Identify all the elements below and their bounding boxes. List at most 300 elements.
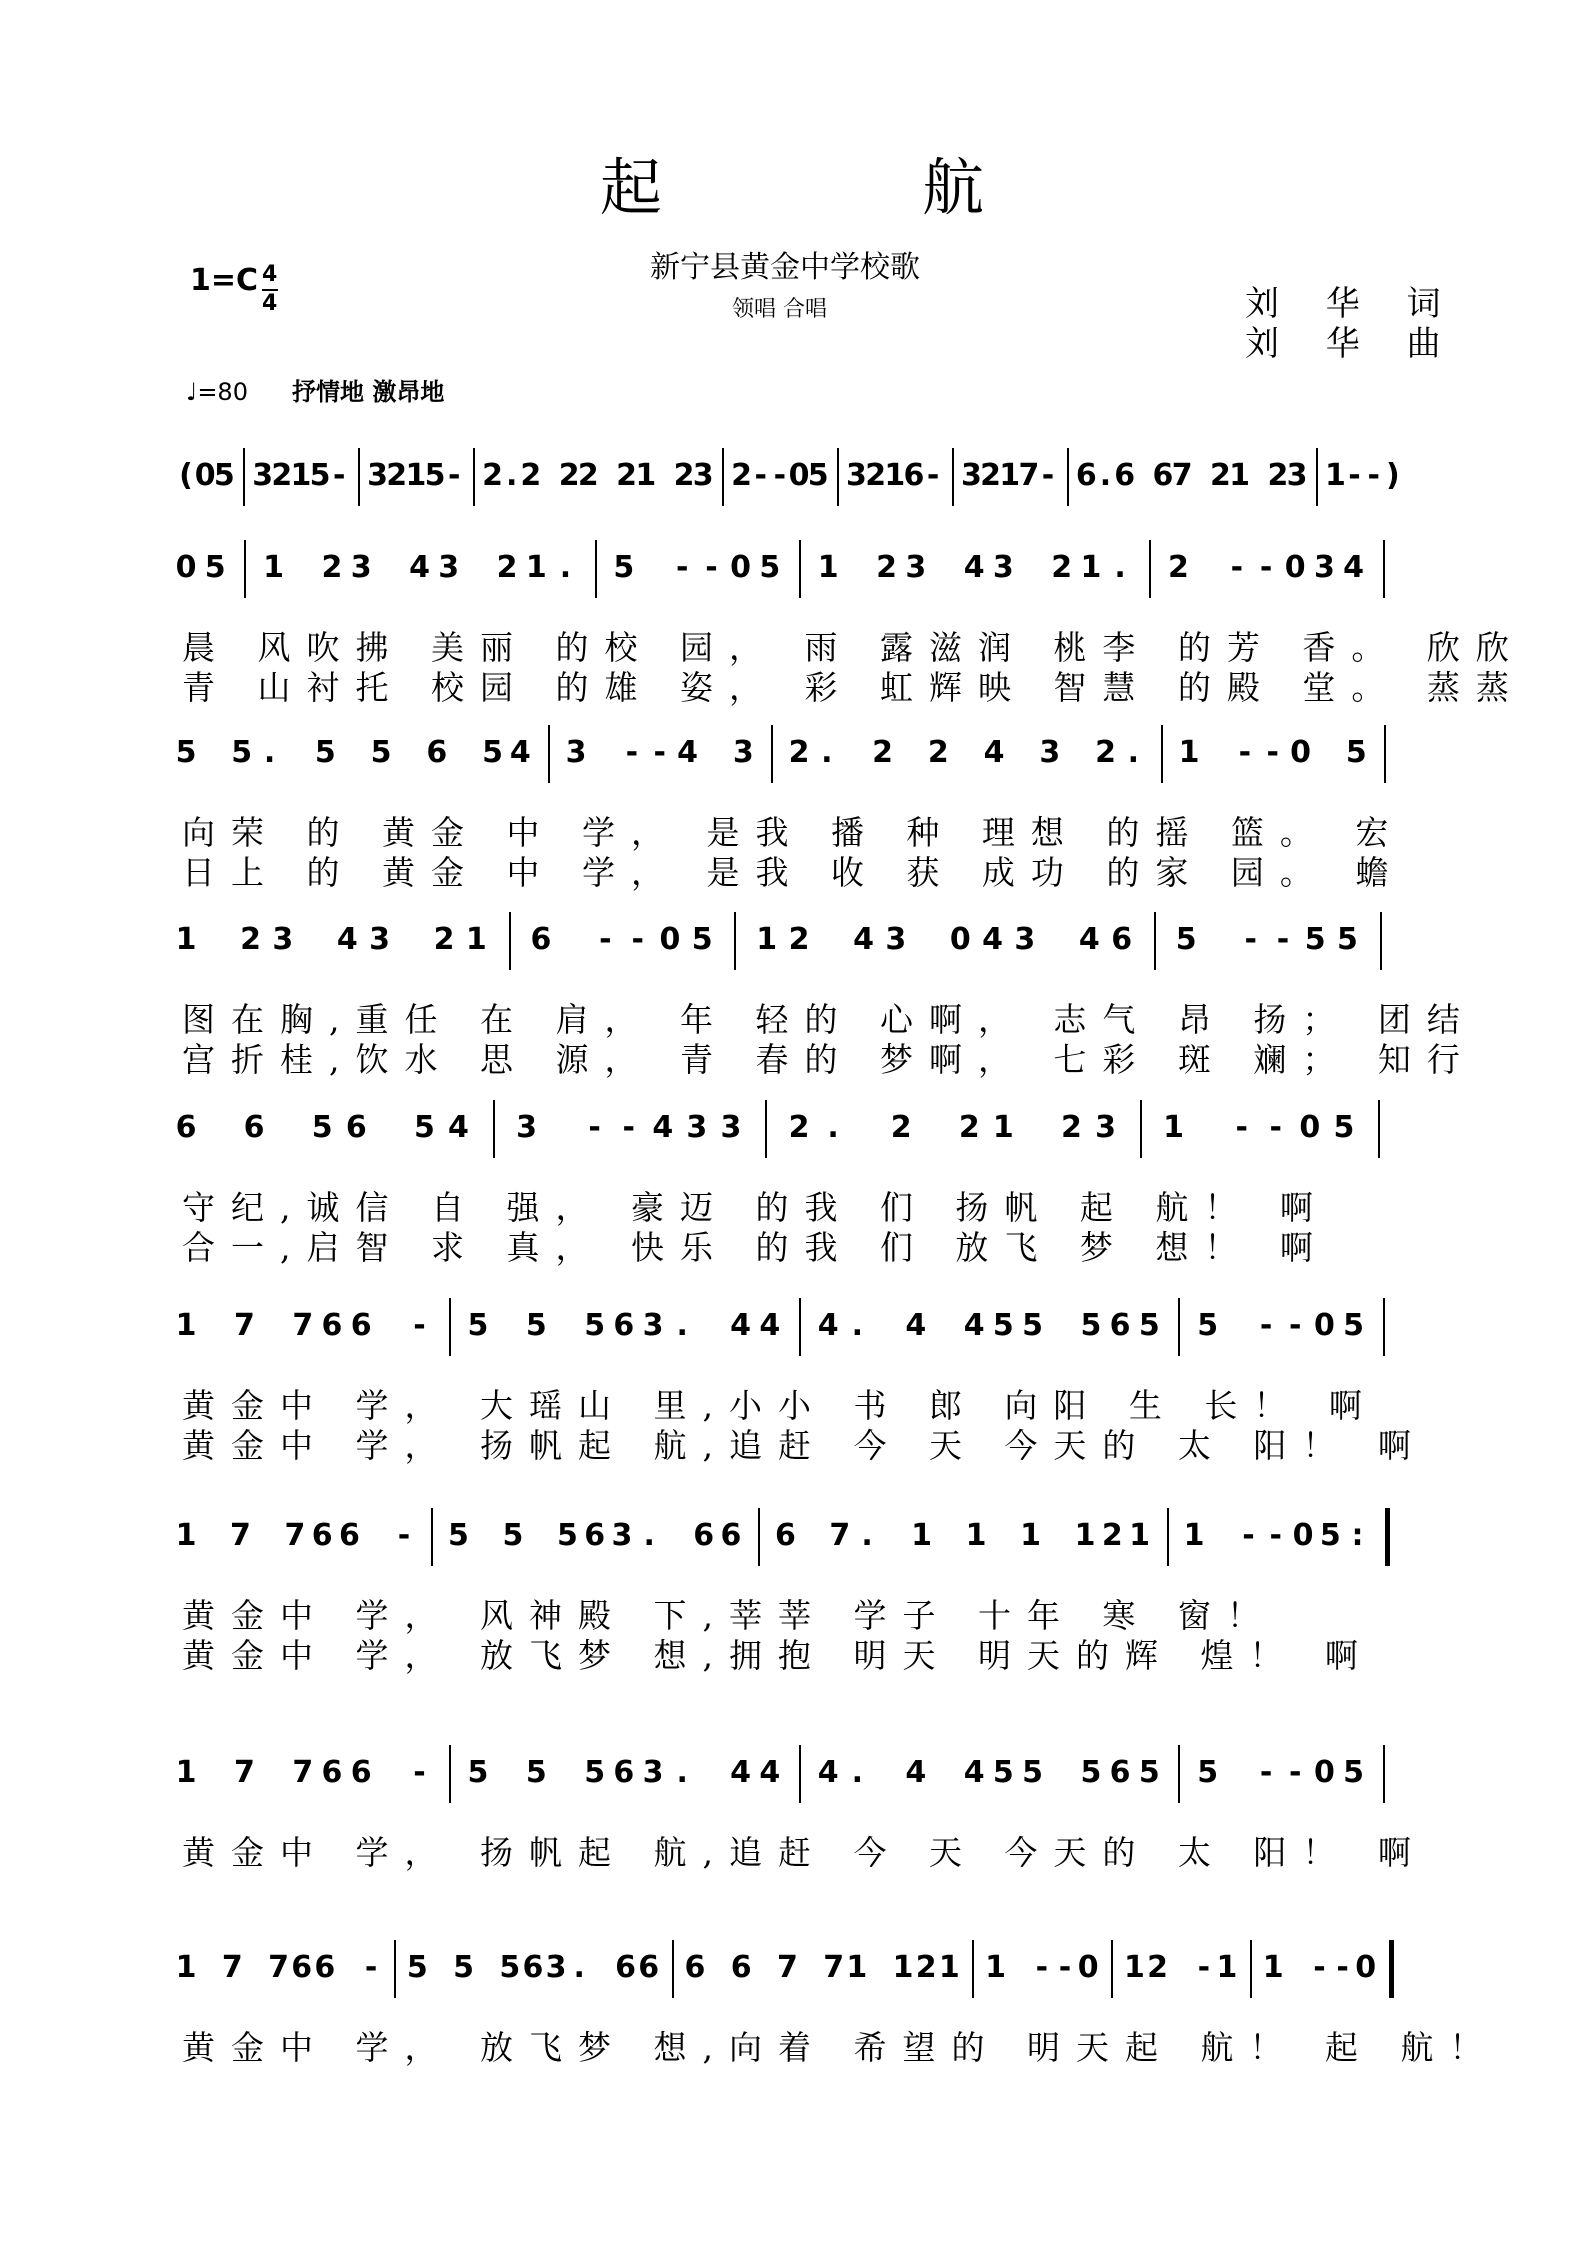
- note-glyph: 1: [1262, 1950, 1284, 1985]
- note-glyph: 1: [1123, 1950, 1145, 1985]
- note-glyph: 5: [691, 922, 713, 957]
- bar-line: [449, 1298, 451, 1356]
- subtitle: 新宁县黄金中学校歌: [650, 250, 920, 285]
- note-glyph: 5: [1345, 735, 1367, 770]
- note-glyph: -: [1058, 1950, 1072, 1985]
- lyrics-line: 守纪,诚信 自 强， 豪迈 的我 们 扬帆 起 航！ 啊: [182, 1188, 1329, 1227]
- note-glyph: 6: [530, 922, 552, 957]
- tempo-value: ♩=80: [186, 378, 248, 406]
- notes-line: [0, 1508, 1587, 1578]
- note-glyph: 4: [963, 1308, 985, 1343]
- bar-line: [595, 540, 597, 598]
- bar-line: [1383, 540, 1385, 598]
- score-row: [0, 1940, 1587, 2090]
- note-glyph: 5: [1304, 922, 1326, 957]
- note-glyph: 1: [985, 1950, 1007, 1985]
- note-glyph: 0: [1313, 1308, 1335, 1343]
- note-glyph: 3: [252, 458, 274, 493]
- note-glyph: 1: [525, 550, 547, 585]
- bar-line: [1384, 725, 1386, 783]
- note-glyph: 1: [1178, 735, 1200, 770]
- note-glyph: 3: [905, 550, 927, 585]
- note-glyph: .: [827, 1110, 839, 1145]
- note-glyph: 1: [992, 1110, 1014, 1145]
- note-glyph: 1: [175, 1755, 197, 1790]
- note-glyph: 5: [1022, 1308, 1043, 1343]
- note-glyph: 5: [1080, 1755, 1102, 1790]
- note-glyph: 6: [321, 1308, 343, 1343]
- note-glyph: .: [821, 735, 833, 770]
- note-glyph: 0: [730, 550, 752, 585]
- note-glyph: 7: [829, 1518, 851, 1553]
- note-glyph: -: [653, 735, 666, 770]
- note-glyph: 1: [1080, 550, 1102, 585]
- note-glyph: 2: [1101, 1518, 1123, 1553]
- note-glyph: 5: [1343, 1755, 1365, 1790]
- note-glyph: 2: [1147, 1950, 1168, 1985]
- note-glyph: 5: [1138, 1755, 1160, 1790]
- bar-line: [548, 725, 550, 783]
- bar-line: [1383, 1745, 1385, 1803]
- note-glyph: -: [1289, 1308, 1302, 1343]
- note-glyph: 6: [426, 735, 448, 770]
- bar-line: [358, 448, 360, 506]
- note-glyph: 1: [884, 458, 906, 493]
- note-glyph: 1: [405, 458, 427, 493]
- lyrics-line: 晨 风吹拂 美丽 的校 园， 雨 露滋润 桃李 的芳 香。 欣欣: [182, 628, 1525, 667]
- note-glyph: 2: [240, 922, 261, 957]
- note-glyph: 6: [350, 1755, 372, 1790]
- note-glyph: 2: [1267, 458, 1289, 493]
- note-glyph: 6: [1111, 922, 1133, 957]
- note-glyph: 1: [175, 1308, 197, 1343]
- note-glyph: 5: [525, 1308, 547, 1343]
- score-row: [0, 540, 1587, 707]
- note-glyph: .: [1099, 458, 1112, 493]
- note-glyph: 2: [1061, 1110, 1082, 1145]
- note-glyph: 2: [788, 1110, 810, 1145]
- note-glyph: 5: [499, 1950, 521, 1985]
- note-glyph: 2: [520, 458, 542, 493]
- note-glyph: -: [588, 1110, 601, 1145]
- note-glyph: 7: [233, 1308, 255, 1343]
- note-glyph: 1: [465, 922, 487, 957]
- bar-line: [449, 1745, 451, 1803]
- note-glyph: 5: [584, 1308, 606, 1343]
- note-glyph: 7: [292, 1755, 314, 1790]
- bar-line: [837, 448, 839, 506]
- bar-line: [765, 1100, 767, 1158]
- note-glyph: 5: [759, 550, 781, 585]
- bar-line: [1250, 1940, 1252, 1998]
- note-glyph: 5: [175, 735, 197, 770]
- note-glyph: 2: [876, 550, 897, 585]
- note-glyph: -: [1035, 1950, 1049, 1985]
- note-glyph: 6: [584, 1518, 606, 1553]
- note-glyph: -: [1289, 1755, 1302, 1790]
- note-glyph: 4: [652, 1110, 674, 1145]
- note-glyph: 5: [807, 458, 829, 493]
- bar-line: [493, 1100, 495, 1158]
- note-glyph: 0: [788, 458, 810, 493]
- note-glyph: 2: [1210, 458, 1231, 493]
- note-glyph: 5: [370, 735, 392, 770]
- note-glyph: 3: [1014, 922, 1036, 957]
- score-row: [0, 1100, 1587, 1267]
- key-signature: 1=C: [190, 263, 259, 298]
- score-row: [0, 1508, 1587, 1675]
- note-glyph: 6: [345, 1110, 367, 1145]
- score-row: [0, 725, 1587, 892]
- note-glyph: 5: [482, 735, 503, 770]
- note-glyph: 1: [892, 1950, 914, 1985]
- bar-line: [1154, 912, 1156, 970]
- note-glyph: 5: [309, 458, 331, 493]
- note-glyph: 5: [424, 458, 446, 493]
- note-glyph: 7: [823, 1950, 845, 1985]
- lyrics-line: 黄金中 学， 大瑶山 里,小小 书 郎 向阳 生 长！ 啊: [182, 1386, 1378, 1425]
- note-glyph: 5: [584, 1755, 606, 1790]
- note-glyph: 5: [1333, 1110, 1355, 1145]
- note-glyph: 5: [1197, 1755, 1219, 1790]
- note-glyph: 5: [1343, 1308, 1365, 1343]
- note-glyph: -: [364, 1950, 378, 1985]
- note-glyph: 0: [659, 922, 681, 957]
- note-glyph: -: [397, 1518, 411, 1553]
- note-glyph: 6: [638, 1950, 660, 1985]
- note-glyph: 3: [272, 922, 294, 957]
- note-glyph: 4: [853, 922, 874, 957]
- note-glyph: 5: [453, 1950, 475, 1985]
- bar-line: [972, 1940, 974, 1998]
- notes-line: [0, 1745, 1587, 1815]
- note-glyph: 0: [175, 550, 197, 585]
- note-glyph: 6: [613, 1308, 635, 1343]
- bar-line: [509, 912, 511, 970]
- note-glyph: 0: [1284, 550, 1306, 585]
- bar-line: [1380, 912, 1382, 970]
- note-glyph: 6: [243, 1110, 265, 1145]
- bar-line: [1149, 540, 1151, 598]
- note-glyph: 1: [290, 458, 312, 493]
- note-glyph: 5: [1080, 1308, 1102, 1343]
- note-glyph: 4: [509, 735, 531, 770]
- bar-line: [1385, 1508, 1390, 1566]
- note-glyph: .: [851, 1755, 864, 1790]
- note-glyph: 5: [1319, 1518, 1341, 1553]
- note-glyph: 6: [311, 1518, 333, 1553]
- note-glyph: 7: [233, 1755, 255, 1790]
- note-glyph: 4: [730, 1308, 752, 1343]
- note-glyph: 1: [1020, 1518, 1041, 1553]
- note-glyph: 2: [1095, 735, 1116, 770]
- note-glyph: 4: [963, 550, 985, 585]
- expression-marking: 抒情地 激昂地: [291, 378, 445, 406]
- note-glyph: .: [861, 1518, 873, 1553]
- notes-line: [0, 912, 1587, 982]
- note-glyph: 6: [321, 1755, 343, 1790]
- note-glyph: 4: [983, 735, 1005, 770]
- note-glyph: 5: [556, 1518, 578, 1553]
- note-glyph: 3: [992, 550, 1014, 585]
- note-glyph: 3: [1095, 1110, 1116, 1145]
- note-glyph: 7: [221, 1950, 243, 1985]
- notes-line: [0, 1940, 1587, 2010]
- note-glyph: 4: [677, 735, 698, 770]
- note-glyph: .: [573, 1950, 585, 1985]
- note-glyph: 0: [1292, 1518, 1314, 1553]
- note-glyph: 7: [268, 1950, 289, 1985]
- note-glyph: .: [676, 1755, 688, 1790]
- lyrics-line: 日上 的 黄金 中 学， 是我 收 获 成功 的家 园。 蟾: [182, 853, 1405, 892]
- note-glyph: 6: [350, 1308, 372, 1343]
- note-glyph: .: [505, 458, 518, 493]
- note-glyph: -: [1367, 458, 1380, 493]
- note-glyph: 2: [865, 458, 887, 493]
- note-glyph: 7: [292, 1308, 314, 1343]
- note-glyph: 4: [817, 1755, 839, 1790]
- note-glyph: 3: [692, 458, 714, 493]
- bar-line: [1067, 448, 1069, 506]
- note-glyph: 2: [433, 922, 455, 957]
- notes-line: [0, 725, 1587, 795]
- note-glyph: 4: [1343, 550, 1365, 585]
- lyrics-line: 合一,启智 求 真， 快乐 的我 们 放飞 梦 想！ 啊: [182, 1228, 1329, 1267]
- note-glyph: 5: [448, 1518, 469, 1553]
- note-glyph: 5: [204, 550, 226, 585]
- bar-line: [952, 448, 954, 506]
- note-glyph: -: [1336, 1950, 1349, 1985]
- note-glyph: 7: [284, 1518, 306, 1553]
- bar-line: [799, 1298, 801, 1356]
- note-glyph: 1: [175, 1518, 197, 1553]
- note-glyph: 0: [1077, 1950, 1099, 1985]
- note-glyph: 5: [467, 1308, 489, 1343]
- notes-line: [0, 448, 1587, 518]
- tempo-marking: [186, 372, 444, 407]
- note-glyph: 1: [1163, 1110, 1185, 1145]
- note-glyph: 6: [613, 1755, 635, 1790]
- note-glyph: 6: [1152, 458, 1174, 493]
- lyrics-line: 青 山衬托 校园 的雄 姿， 彩 虹辉映 智慧 的殿 堂。 蒸蒸: [182, 668, 1525, 707]
- note-glyph: 2: [496, 550, 518, 585]
- note-glyph: .: [263, 735, 276, 770]
- note-glyph: 5: [231, 735, 253, 770]
- note-glyph: 6: [1109, 1308, 1131, 1343]
- lyrics-line: 向荣 的 黄金 中 学， 是我 播 种 理想 的摇 篮。 宏: [182, 813, 1405, 852]
- note-glyph: 1: [1129, 1518, 1150, 1553]
- note-glyph: 1: [1183, 1518, 1205, 1553]
- note-glyph: 5: [1022, 1755, 1043, 1790]
- note-glyph: -: [1348, 458, 1361, 493]
- lyrics-line: 黄金中 学， 放飞梦 想,向着 希望的 明天起 航！ 起 航！: [182, 2028, 1499, 2067]
- bar-line: [1178, 1298, 1180, 1356]
- note-glyph: -: [413, 1755, 426, 1790]
- note-glyph: 6: [1109, 1755, 1131, 1790]
- note-glyph: 7: [230, 1518, 251, 1553]
- note-glyph: -: [1266, 735, 1279, 770]
- note-glyph: 2: [915, 1950, 937, 1985]
- note-glyph: 4: [759, 1755, 781, 1790]
- note-glyph: 6: [1114, 458, 1136, 493]
- note-glyph: 4: [336, 922, 358, 957]
- note-glyph: 3: [611, 1518, 633, 1553]
- bar-line: [1140, 1100, 1142, 1158]
- note-glyph: 4: [409, 550, 430, 585]
- note-glyph: 1: [1216, 1950, 1238, 1985]
- note-glyph: 1: [635, 458, 657, 493]
- note-glyph: -: [1313, 1950, 1326, 1985]
- note-glyph: 0: [1290, 735, 1311, 770]
- note-glyph: .: [676, 1308, 688, 1343]
- note-glyph: 2: [927, 735, 949, 770]
- time-signature-top: 4: [262, 262, 278, 287]
- note-glyph: 2: [558, 458, 580, 493]
- note-glyph: (: [179, 458, 193, 493]
- lyricist-credit: 刘 华 词: [1245, 284, 1459, 324]
- note-glyph: 6: [693, 1518, 715, 1553]
- note-glyph: 5: [1197, 1308, 1219, 1343]
- bar-line: [1167, 1508, 1169, 1566]
- note-glyph: 3: [642, 1308, 664, 1343]
- note-glyph: 3: [960, 458, 982, 493]
- note-glyph: 5: [1337, 922, 1358, 957]
- note-glyph: 3: [545, 1950, 567, 1985]
- bar-line: [1389, 1940, 1394, 1998]
- note-glyph: 7: [776, 1950, 798, 1985]
- composer-credit: 刘 华 曲: [1245, 324, 1459, 364]
- notes-line: [0, 1100, 1587, 1170]
- bar-line: [672, 1940, 674, 1998]
- bar-line: [1161, 725, 1163, 783]
- note-glyph: 3: [642, 1755, 664, 1790]
- note-glyph: 3: [720, 1110, 742, 1145]
- note-glyph: :: [1351, 1518, 1364, 1553]
- note-glyph: 4: [730, 1755, 752, 1790]
- notes-line: [0, 1298, 1587, 1368]
- note-glyph: 4: [1078, 922, 1100, 957]
- note-glyph: 2: [890, 1110, 912, 1145]
- note-glyph: 2: [788, 735, 810, 770]
- note-glyph: 0: [194, 458, 216, 493]
- note-glyph: 6: [339, 1518, 360, 1553]
- lyrics-line: 图在胸,重任 在 肩， 年 轻的 心啊， 志气 昂 扬； 团结: [182, 1000, 1476, 1039]
- note-glyph: .: [1127, 735, 1140, 770]
- note-glyph: 1: [1324, 458, 1346, 493]
- note-glyph: 3: [732, 735, 754, 770]
- note-glyph: -: [1041, 458, 1055, 493]
- note-glyph: -: [1259, 1755, 1273, 1790]
- bar-line: [1178, 1745, 1180, 1803]
- bar-line: [758, 1508, 760, 1566]
- note-glyph: -: [1269, 1518, 1282, 1553]
- lyrics-line: 黄金中 学， 扬帆起 航,追赶 今 天 今天的 太 阳！ 啊: [182, 1426, 1427, 1465]
- note-glyph: 4: [817, 1308, 839, 1343]
- note-glyph: .: [851, 1308, 864, 1343]
- lyrics-line: 黄金中 学， 放飞梦 想,拥抱 明天 明天的辉 煌！ 啊: [182, 1636, 1374, 1675]
- notes-line: [0, 540, 1587, 610]
- note-glyph: 6: [175, 1110, 197, 1145]
- note-glyph: -: [1269, 1110, 1282, 1145]
- bar-line: [799, 1745, 801, 1803]
- note-glyph: 0: [1313, 1755, 1335, 1790]
- note-glyph: 5: [613, 550, 635, 585]
- note-glyph: -: [676, 550, 689, 585]
- bar-line: [244, 540, 246, 598]
- note-glyph: 1: [1074, 1518, 1096, 1553]
- note-glyph: -: [1259, 550, 1273, 585]
- note-glyph: -: [926, 458, 940, 493]
- note-glyph: 5: [406, 1950, 428, 1985]
- note-glyph: 2: [788, 922, 810, 957]
- note-glyph: 2: [271, 458, 293, 493]
- note-glyph: 3: [686, 1110, 708, 1145]
- note-glyph: -: [1235, 1110, 1248, 1145]
- note-glyph: 2: [673, 458, 695, 493]
- note-glyph: -: [1238, 735, 1252, 770]
- bar-line: [473, 448, 475, 506]
- note-glyph: 3: [1313, 550, 1335, 585]
- note-glyph: 5: [467, 1755, 489, 1790]
- note-glyph: -: [1242, 1518, 1255, 1553]
- note-glyph: 5: [311, 1110, 333, 1145]
- lyrics-line: 黄金中 学， 风神殿 下,莘莘 学子 十年 寒 窗！: [182, 1596, 1276, 1635]
- note-glyph: 5: [213, 458, 235, 493]
- page-title: 起航: [600, 151, 1245, 224]
- note-glyph: 3: [565, 735, 587, 770]
- note-glyph: 5: [314, 735, 336, 770]
- bar-line: [243, 448, 245, 506]
- bar-line: [799, 540, 801, 598]
- note-glyph: 6: [522, 1950, 544, 1985]
- note-glyph: 4: [905, 1755, 927, 1790]
- note-glyph: -: [705, 550, 718, 585]
- note-glyph: 2: [958, 1110, 980, 1145]
- note-glyph: .: [1114, 550, 1126, 585]
- note-glyph: -: [1230, 550, 1244, 585]
- note-glyph: 1: [911, 1518, 933, 1553]
- note-glyph: 2: [616, 458, 638, 493]
- note-glyph: 6: [291, 1950, 313, 1985]
- lyrics-line: 黄金中 学， 扬帆起 航,追赶 今 天 今天的 太 阳！ 啊: [182, 1833, 1427, 1872]
- bar-line: [771, 725, 773, 783]
- note-glyph: 2: [321, 550, 343, 585]
- note-glyph: 1: [999, 458, 1021, 493]
- note-glyph: 5: [1138, 1308, 1160, 1343]
- bar-line: [394, 1940, 396, 1998]
- note-glyph: -: [1276, 922, 1290, 957]
- note-glyph: 2: [980, 458, 1001, 493]
- note-glyph: 2: [731, 458, 752, 493]
- note-glyph: 6: [730, 1950, 752, 1985]
- bar-line: [1378, 1100, 1380, 1158]
- note-glyph: 1: [965, 1518, 987, 1553]
- note-glyph: 5: [502, 1518, 524, 1553]
- note-glyph: 3: [516, 1110, 537, 1145]
- note-glyph: 7: [1018, 458, 1040, 493]
- note-glyph: -: [631, 922, 644, 957]
- score-row: [0, 1745, 1587, 1895]
- note-glyph: -: [754, 458, 767, 493]
- note-glyph: 3: [350, 550, 372, 585]
- note-glyph: 0: [949, 922, 971, 957]
- bar-line: [1316, 448, 1318, 506]
- note-glyph: 5: [1175, 922, 1197, 957]
- note-glyph: 7: [1171, 458, 1193, 493]
- note-glyph: -: [1197, 1950, 1211, 1985]
- note-glyph: 3: [438, 550, 460, 585]
- note-glyph: -: [625, 735, 639, 770]
